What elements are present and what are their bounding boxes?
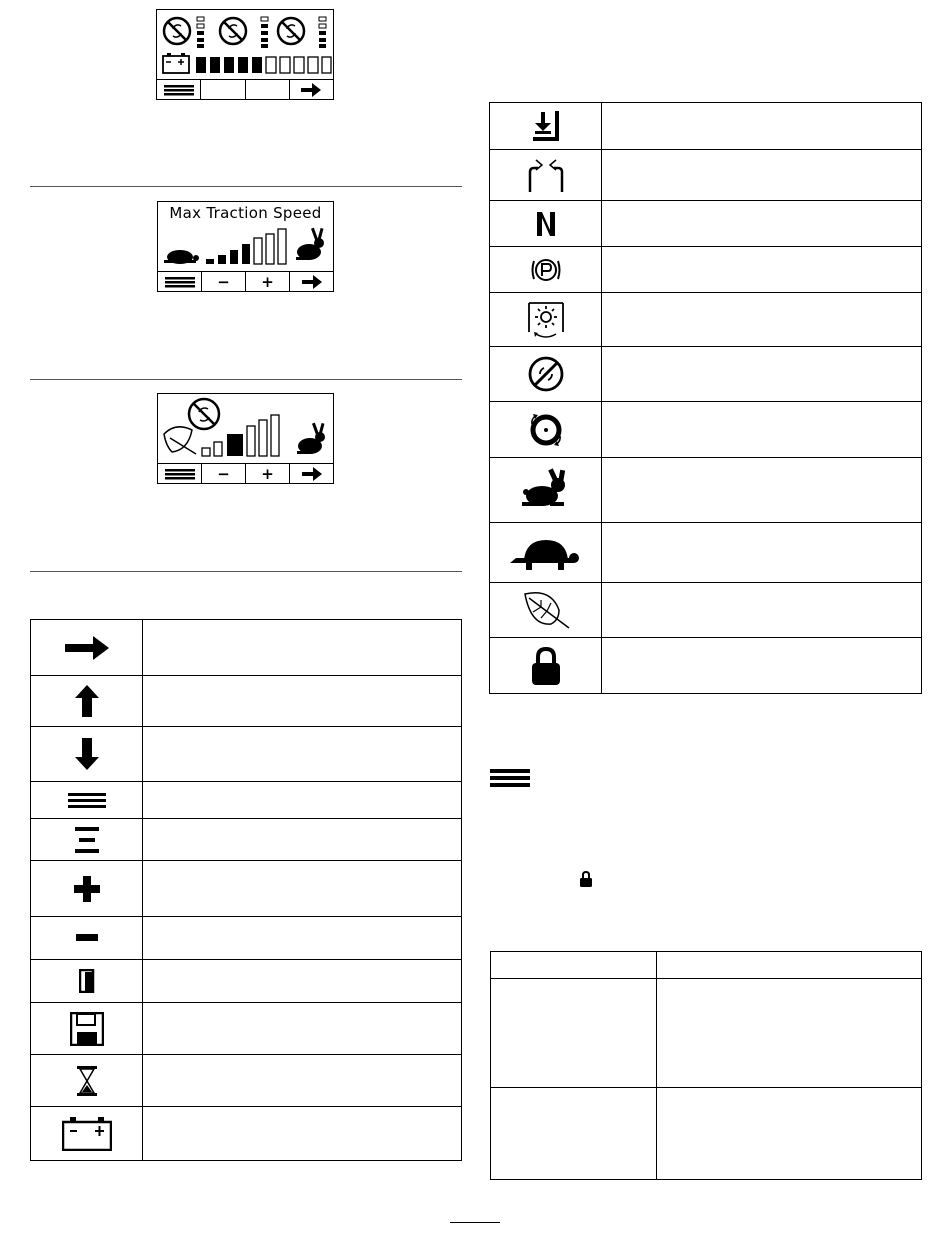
menu-icon (164, 84, 194, 96)
description-cell (602, 247, 922, 293)
table-row (490, 402, 922, 458)
description-cell (602, 201, 922, 247)
table-row (490, 293, 922, 347)
blade-icon (278, 18, 304, 44)
description-cell (602, 293, 922, 347)
description-cell (143, 727, 462, 782)
description-cell (143, 620, 462, 676)
menu-icon (165, 468, 195, 480)
arrow-up-icon (75, 685, 99, 717)
table-row (31, 861, 462, 917)
screen-title: Max Traction Speed (169, 204, 322, 222)
description-cell (602, 523, 922, 583)
submenu-icon (75, 827, 99, 853)
seat-icon (531, 111, 561, 141)
menu-symbol-table (30, 619, 462, 1161)
softkey-2[interactable] (201, 80, 245, 99)
blade-level-meter (197, 17, 204, 48)
menu-icon (68, 792, 106, 808)
neutral-icon (537, 212, 555, 236)
softkey-next[interactable] (290, 464, 333, 483)
blade-speed-level-bars (202, 415, 279, 456)
battery-icon (163, 53, 189, 73)
table-row (31, 727, 462, 782)
softkey-next[interactable] (290, 80, 333, 99)
divider (30, 571, 462, 572)
table-header-row (491, 952, 922, 979)
description-cell (143, 960, 462, 1003)
description-cell (143, 1107, 462, 1161)
softkey-plus[interactable] (246, 464, 290, 483)
arrow-right-icon (65, 636, 109, 660)
arrow-right-icon (301, 83, 321, 97)
table-row (31, 1107, 462, 1161)
minus-label: − (217, 464, 230, 483)
description-cell (143, 1003, 462, 1055)
table-row (31, 1003, 462, 1055)
table-row (490, 103, 922, 150)
plus-icon (74, 876, 100, 902)
table-row (31, 676, 462, 727)
blade-icon (528, 356, 564, 392)
status-symbol-table (489, 102, 922, 694)
speed-level-bars (206, 229, 286, 264)
table-row (490, 247, 922, 293)
exit-icon (79, 969, 95, 993)
table-row (490, 523, 922, 583)
arrow-right-icon (302, 275, 322, 289)
table-row (31, 782, 462, 819)
table-row (31, 620, 462, 676)
softkey-plus[interactable] (246, 272, 290, 291)
lock-icon (579, 871, 593, 887)
table-row (490, 458, 922, 523)
blade-icon (220, 18, 246, 44)
eco-leaf-icon (521, 590, 571, 630)
description-cell (602, 638, 922, 694)
description-cell (602, 103, 922, 150)
blade-level-meter (261, 17, 268, 48)
table-row (490, 150, 922, 201)
table-row (31, 819, 462, 861)
blade-speed-screen (157, 393, 334, 484)
blade-speed-graphic (158, 394, 332, 464)
motion-control-icon (526, 158, 566, 192)
max-traction-speed-screen (157, 201, 334, 292)
softkey-row (158, 463, 333, 483)
table-row (491, 979, 922, 1088)
divider (30, 186, 462, 187)
softkey-3[interactable] (246, 80, 290, 99)
turtle-icon (510, 536, 582, 570)
plus-label: + (261, 272, 274, 291)
mow-status-screen (156, 9, 334, 100)
table-row (491, 1088, 922, 1180)
arrow-right-icon (302, 467, 322, 481)
eco-leaf-icon (164, 427, 196, 454)
battery-level-bar (196, 57, 331, 73)
description-cell (602, 458, 922, 523)
description-cell (143, 1055, 462, 1107)
table-row (490, 347, 922, 402)
status-icons (157, 10, 333, 80)
description-cell (602, 347, 922, 402)
rabbit-icon (297, 423, 325, 454)
menu-icon (490, 768, 530, 788)
blade-level-meter (319, 17, 326, 48)
softkey-row (158, 271, 333, 291)
softkey-menu[interactable] (158, 272, 202, 291)
description-cell (143, 861, 462, 917)
speed-graphic (158, 224, 332, 274)
turtle-icon (164, 250, 199, 264)
lock-icon (529, 646, 563, 686)
parking-brake-icon (531, 255, 561, 285)
description-cell (143, 782, 462, 819)
menu-icon (165, 276, 195, 288)
table-row (31, 917, 462, 960)
arrow-down-icon (75, 738, 99, 770)
table-row (490, 583, 922, 638)
plus-label: + (261, 464, 274, 483)
rabbit-icon (296, 228, 324, 260)
light-icon (528, 302, 564, 338)
softkey-menu[interactable] (158, 464, 202, 483)
rabbit-icon (520, 468, 572, 512)
empty-info-table (490, 951, 922, 1180)
description-cell (143, 917, 462, 960)
description-cell (602, 150, 922, 201)
description-cell (143, 676, 462, 727)
softkey-next[interactable] (290, 272, 333, 291)
description-cell (602, 402, 922, 458)
description-cell (143, 819, 462, 861)
blade-icon (189, 399, 219, 429)
softkey-minus[interactable] (202, 272, 246, 291)
table-row (31, 1055, 462, 1107)
blade-icon (164, 18, 190, 44)
save-icon (70, 1012, 104, 1046)
wheel-icon (528, 410, 564, 450)
hourglass-icon (77, 1066, 97, 1096)
description-cell (602, 583, 922, 638)
minus-icon (76, 934, 98, 942)
table-row (490, 638, 922, 694)
footer-rule (450, 1222, 500, 1223)
softkey-minus[interactable] (202, 464, 246, 483)
divider (30, 379, 462, 380)
minus-label: − (217, 272, 230, 291)
table-row (31, 960, 462, 1003)
battery-icon (62, 1117, 112, 1151)
table-row (490, 201, 922, 247)
softkey-row (157, 79, 333, 99)
softkey-menu[interactable] (157, 80, 201, 99)
